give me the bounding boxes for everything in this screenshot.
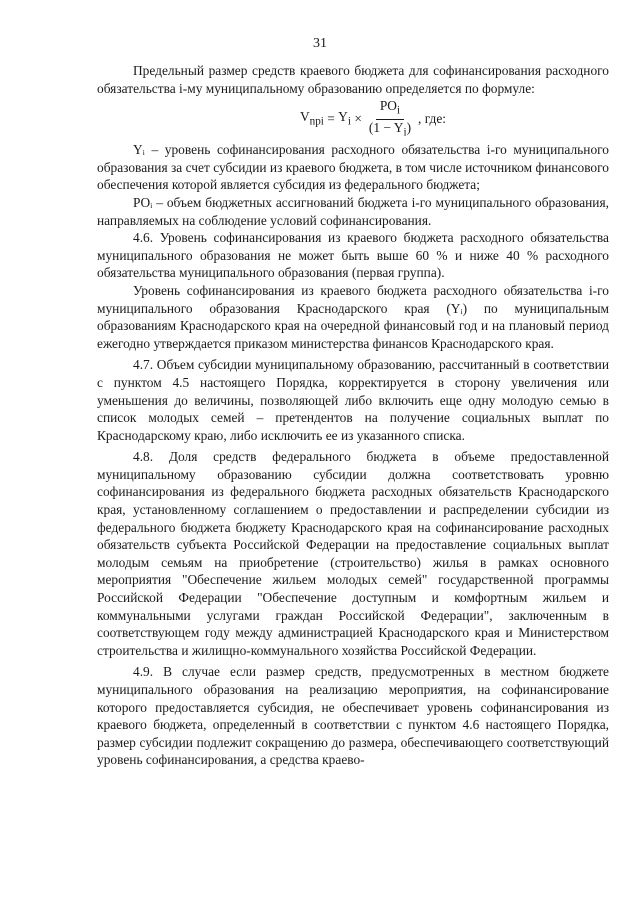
formula [97,97,609,141]
formula-numerator: $PO_i$ [376,98,404,120]
formula-y: $Y_i$ [338,108,351,128]
document-body [97,62,609,769]
paragraph-4-8: 4.8. Доля средств федерального бюджета в объеме предоставленной муниципальному образованию субсидии должна соответствовать уровню софинансирования из федерального бюджета расходных обязательств Краснодарского края, установленному соглашением о предоставлении и распределении субсидии из федерального бюджета бюджету Краснодарского края на софинансирование расходных обязательств субъекта Российской Федерации на предоставление социальных выплат молодым семьям на приобретение (строительство) жилья в рамках основного мероприятия "Обеспечение жильем молодых семей" государственной программы Российской Федерации "Обеспечение доступным и комфортным жильем и коммунальными услугами граждан Российской Федерации", заключенным в соответствующем году между администрацией Краснодарского края и Министерством строительства и жилищно-коммунального хозяйства Российской Федерации. [97,449,609,658]
paragraph-4-6-level: Уровень софинансирования из краевого бюджета расходного обязательства i-го муниципального образования Краснодарского края (Yᵢ) по муниципальным образованиям Краснодарского края на очередной финансовый год и на плановый период ежегодно утверждается приказом министерства финансов Краснодарского края. [97,282,609,351]
formula-tail: , где: [418,111,447,127]
paragraph-y-definition: Yᵢ – уровень софинансирования расходного обязательства i-го муниципального образования за счет субсидии из краевого бюджета, в том числе источником финансового обеспечения которой является субсидия из федерального бюджета; [97,142,609,193]
paragraph-4-9: 4.9. В случае если размер средств, предусмотренных в местном бюджете муниципального образования на реализацию мероприятия, на софинансирование которого предоставляется субсидия, не обеспечивает уровень софинансирования из краевого бюджета, определенный в соответствии с пунктом 4.6 настоящего Порядка, размер субсидии подлежит сокращению до размера, обеспечивающего соответствующий уровень софинансирования, а средства краево- [97,664,609,768]
paragraph-intro: Предельный размер средств краевого бюджета для софинансирования расходного обязательства i-му муниципальному образованию определяется по формуле: [97,63,609,96]
paragraph-po-definition: POᵢ – объем бюджетных ассигнований бюджета i-го муниципального образования, направляемых на соблюдение условий софинансирования. [97,194,609,228]
paragraph-4-7: 4.7. Объем субсидии муниципальному образованию, рассчитанный в соответствии с пунктом 4.5 настоящего Порядка, корректируется в сторону увеличения или уменьшения до величины, позволяющей либо включить еще одну молодую семью в список молодых семей – претендентов на получение социальных выплат по Краснодарскому краю, либо исключить ее из указанного списка. [97,357,609,443]
formula-lhs: $V_{npi}$ [299,108,324,128]
formula-times: × [354,111,362,127]
formula-denominator: $(1 - Y_i)$ [368,119,412,139]
page-number: 31 [313,36,327,51]
formula-eq: = [327,111,335,127]
paragraph-4-6: 4.6. Уровень софинансирования из краевого бюджета расходного обязательства муниципального образования не может быть выше 60 % и ниже 40 % расходного обязательства муниципального образования (первая группа). [97,230,609,281]
formula-fraction [365,98,415,140]
